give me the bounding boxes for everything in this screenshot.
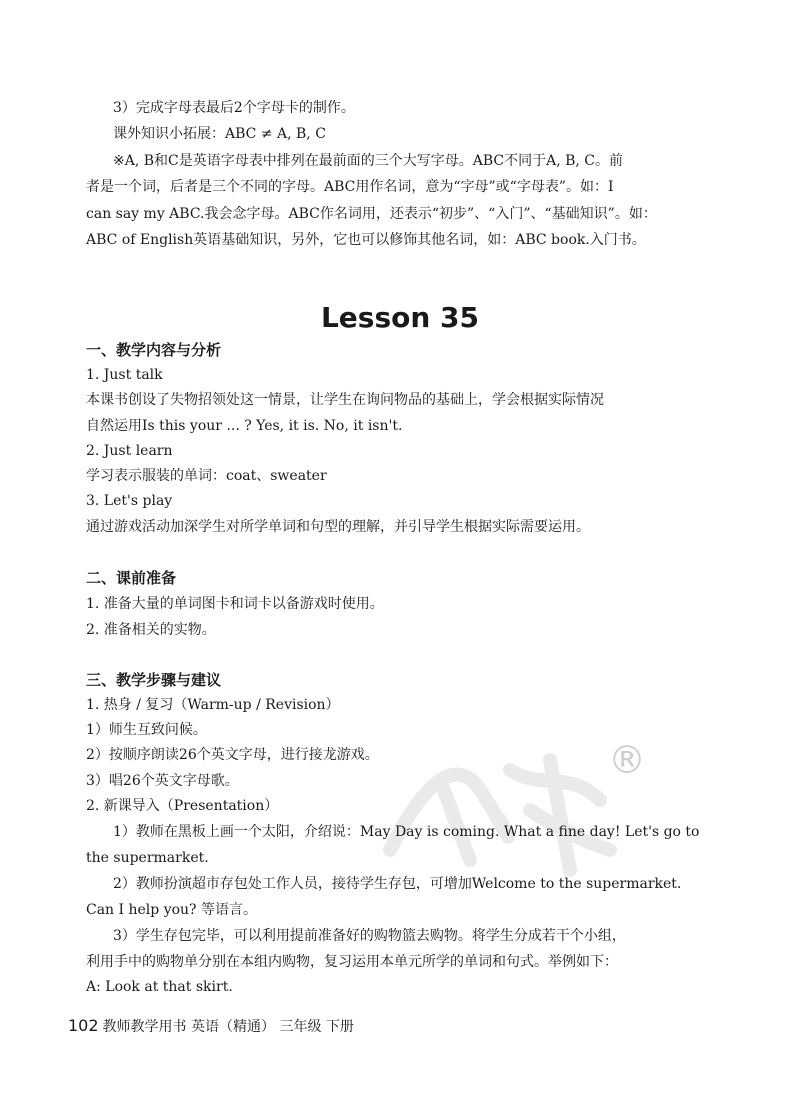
section-3-step-1: 1）师生互致问候。 [86, 722, 207, 738]
section-3-step-2: 2）按顺序朗读26个英文字母，进行接龙游戏。 [86, 747, 379, 763]
section-3-heading: 三、教学步骤与建议 [86, 671, 222, 689]
note-line-1: ※A, B和C是英语字母表中排列在最前面的三个大写字母。ABC不同于A, B, C。前 [113, 153, 624, 169]
lesson-title: Lesson 35 [320, 301, 480, 334]
section-1-heading: 一、教学内容与分析 [86, 341, 222, 359]
presentation-step-2a: 2）教师扮演超市存包处工作人员，接待学生存包，可增加Welcome to the supermarket. [113, 876, 682, 892]
step-3-line: 3）完成字母表最后2个字母卡的制作。 [113, 100, 355, 116]
section-1-text-1: 本课书创设了失物招领处这一情景，让学生在询问物品的基础上，学会根据实际情况 [86, 392, 604, 408]
book-title: 教师教学用书 英语（精通） 三年级 下册 [102, 1019, 354, 1035]
presentation-step-3b: 利用手中的购物单分别在本组内购物，复习运用本单元所学的单词和句式。举例如下： [86, 954, 618, 970]
section-1-item-2: 2. Just learn [86, 443, 173, 459]
section-3-item-1: 1. 热身 / 复习（Warm-up / Revision） [86, 697, 340, 713]
section-1-item-1: 1. Just talk [86, 367, 163, 383]
section-2-heading: 二、课前准备 [86, 569, 177, 587]
presentation-step-1b: the supermarket. [86, 850, 209, 866]
section-1-text-3: 学习表示服装的单词：coat、sweater [86, 468, 327, 484]
section-2-item-2: 2. 准备相关的实物。 [86, 622, 216, 638]
section-1-item-3: 3. Let's play [86, 493, 173, 509]
registered-mark: ® [608, 738, 646, 782]
presentation-step-2b: Can I help you? 等语言。 [86, 902, 258, 918]
section-1-text-4: 通过游戏活动加深学生对所学单词和句型的理解，并引导学生根据实际需要运用。 [86, 519, 590, 535]
note-line-3: can say my ABC.我会念字母。ABC作名词用，还表示“初步”、“入门”、“基础知识”。如： [86, 206, 657, 222]
section-3-item-2: 2. 新课导入（Presentation） [86, 798, 279, 814]
page-number: 102 [68, 1016, 99, 1035]
extension-heading: 课外知识小拓展：ABC ≠ A, B, C [113, 126, 326, 142]
note-line-4: ABC of English英语基础知识，另外，它也可以修饰其他名词，如：ABC book.入门书。 [86, 232, 646, 248]
section-3-step-3: 3）唱26个英文字母歌。 [86, 773, 239, 789]
section-1-text-2: 自然运用Is this your ... ? Yes, it is. No, it isn't. [86, 418, 403, 434]
publisher-watermark [370, 730, 630, 880]
section-2-item-1: 1. 准备大量的单词图卡和词卡以备游戏时使用。 [86, 596, 384, 612]
presentation-step-3a: 3）学生存包完毕，可以利用提前准备好的购物篮去购物。将学生分成若干个小组， [113, 928, 626, 944]
dialogue-line: A: Look at that skirt. [86, 979, 233, 995]
presentation-step-1a: 1）教师在黑板上画一个太阳，介绍说：May Day is coming. What a fine day! Let's go to [113, 824, 700, 840]
note-line-2: 者是一个词，后者是三个不同的字母。ABC用作名词，意为“字母”或“字母表”。如：I [86, 179, 614, 195]
page-footer [68, 1016, 568, 1037]
